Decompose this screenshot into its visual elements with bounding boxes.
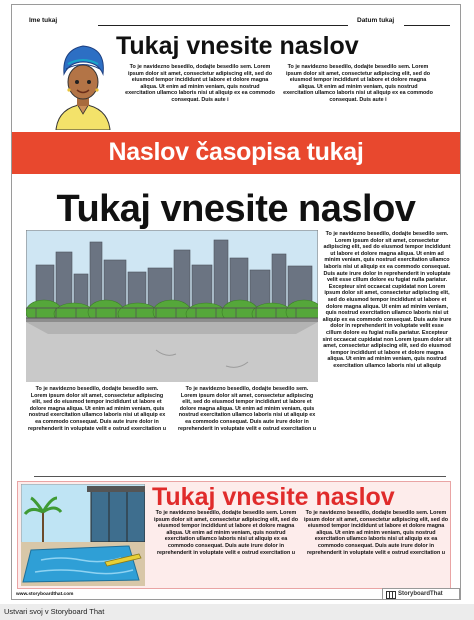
caption-bar (0, 604, 474, 620)
masthead-banner (12, 132, 460, 174)
top-col-1: To je navidezno besedilo, dodajte besedilo sem. Lorem ipsum dolor sit amet, consectetur adipiscing elit, sed do eiusmod tempor incididunt ut labore et dolore magna aliqua. Ut enim ad minim veniam, quis nostrud exercitation ullamco laboris nisi ut aliquip ex ea commodo consequat. Duis aute i (125, 64, 275, 103)
logo-text: StoryboardThat (398, 591, 443, 597)
main-headline: Tukaj vnesite naslov (56, 188, 416, 230)
logo-icon (386, 591, 396, 599)
storyboard-url[interactable]: www.storyboardthat.com (16, 592, 74, 597)
caption-text[interactable]: Ustvari svoj v Storyboard That (4, 607, 105, 616)
date-label: Datum tukaj (357, 17, 395, 24)
name-line (98, 25, 348, 26)
masthead-title: Naslov časopisa tukaj (108, 138, 364, 166)
top-headline: Tukaj vnesite naslov (116, 32, 359, 60)
bottom-col-1: To je navidezno besedilo, dodajte besedilo sem. Lorem ipsum dolor sit amet, consectetur adipiscing elit, sed do eiusmod tempor incididunt ut labore et dolore magna aliqua. Ut enim ad minim veniam, quis nostrud exercitation ullamco laboris nisi ut aliquip ex ea commodo consequat. Duis aute irure dolor in reprehenderit in voluptate velit e ostrud exercitation u (153, 510, 299, 556)
top-col-2: To je navidezno besedilo, dodajte besedilo sem. Lorem ipsum dolor sit amet, consectetur adipiscing elit, sed do eiusmod tempor incididunt ut labore et dolore magna aliqua. Ut enim ad minim veniam, quis nostrud exercitation ullamco laboris nisi ut aliquip ex ea commodo consequat. Duis aute i (283, 64, 433, 103)
bottom-headline: Tukaj vnesite naslov (152, 483, 395, 511)
main-side-text: To je navidezno besedilo, dodajte besedilo sem. Lorem ipsum dolor sit amet, consectetur adipiscing elit, sed do eiusmod tempor incididunt ut labore et dolore magna aliqua. Ut enim ad minim veniam, quis nostrud exercitation ullamco laboris nisi ut aliquip ex ea commodo consequat. Duis aute irure dolor in reprehenderit in voluptate velit esse cillum dolore eu fugiat nulla pariatur. Excepteur sint occaecat cupidatat non Lorem ipsum dolor sit amet, consectetur adipiscing elit, sed do eiusmod tempor incididunt ut labore et dolore magna aliqua. Ut enim ad minim veniam, quis nostrud exercitation ullamco laboris nisi ut aliquip ex ea commodo consequat. Duis aute irure dolor in reprehenderit in voluptate velit esse cillum dolore eu fugiat nulla pariatur. Excepteur sint occaecat cupidatat non Lorem ipsum dolor sit amet, consectetur adipiscing elit, sed do eiusmod tempor incididunt ut labore et dolore magna aliqua. Ut enim ad minim veniam, quis nostrud exercitation ullamco laboris nisi ut aliquip (322, 231, 452, 369)
bottom-col-2: To je navidezno besedilo, dodajte besedilo sem. Lorem ipsum dolor sit amet, consectetur adipiscing elit, sed do eiusmod tempor incididunt ut labore et dolore magna aliqua. Ut enim ad minim veniam, quis nostrud exercitation ullamco laboris nisi ut aliquip ex ea commodo consequat. Duis aute irure dolor in reprehenderit in voluptate velit e ostrud exercitation u (303, 510, 449, 556)
pool-image (21, 484, 145, 586)
newspaper-page (11, 4, 461, 600)
section-divider (34, 476, 446, 477)
main-col-1: To je navidezno besedilo, dodajte besedilo sem. Lorem ipsum dolor sit amet, consectetur adipiscing elit, sed do eiusmod tempor incididunt ut labore et dolore magna aliqua. Ut enim ad minim veniam, quis nostrud exercitation ullamco laboris nisi ut aliquip ex ea commodo consequat. Duis aute irure dolor in reprehenderit in voluptate velit e ostrud exercitation u (27, 386, 167, 432)
character-avatar (48, 38, 118, 130)
storyboardthat-logo[interactable] (382, 588, 460, 600)
city-rooftop-image (26, 230, 318, 382)
date-line (404, 25, 450, 26)
name-label: Ime tukaj (29, 17, 58, 24)
main-col-2: To je navidezno besedilo, dodajte besedilo sem. Lorem ipsum dolor sit amet, consectetur adipiscing elit, sed do eiusmod tempor incididunt ut labore et dolore magna aliqua. Ut enim ad minim veniam, quis nostrud exercitation ullamco laboris nisi ut aliquip ex ea commodo consequat. Duis aute irure dolor in reprehenderit in voluptate velit e ostrud exercitation u (177, 386, 317, 432)
